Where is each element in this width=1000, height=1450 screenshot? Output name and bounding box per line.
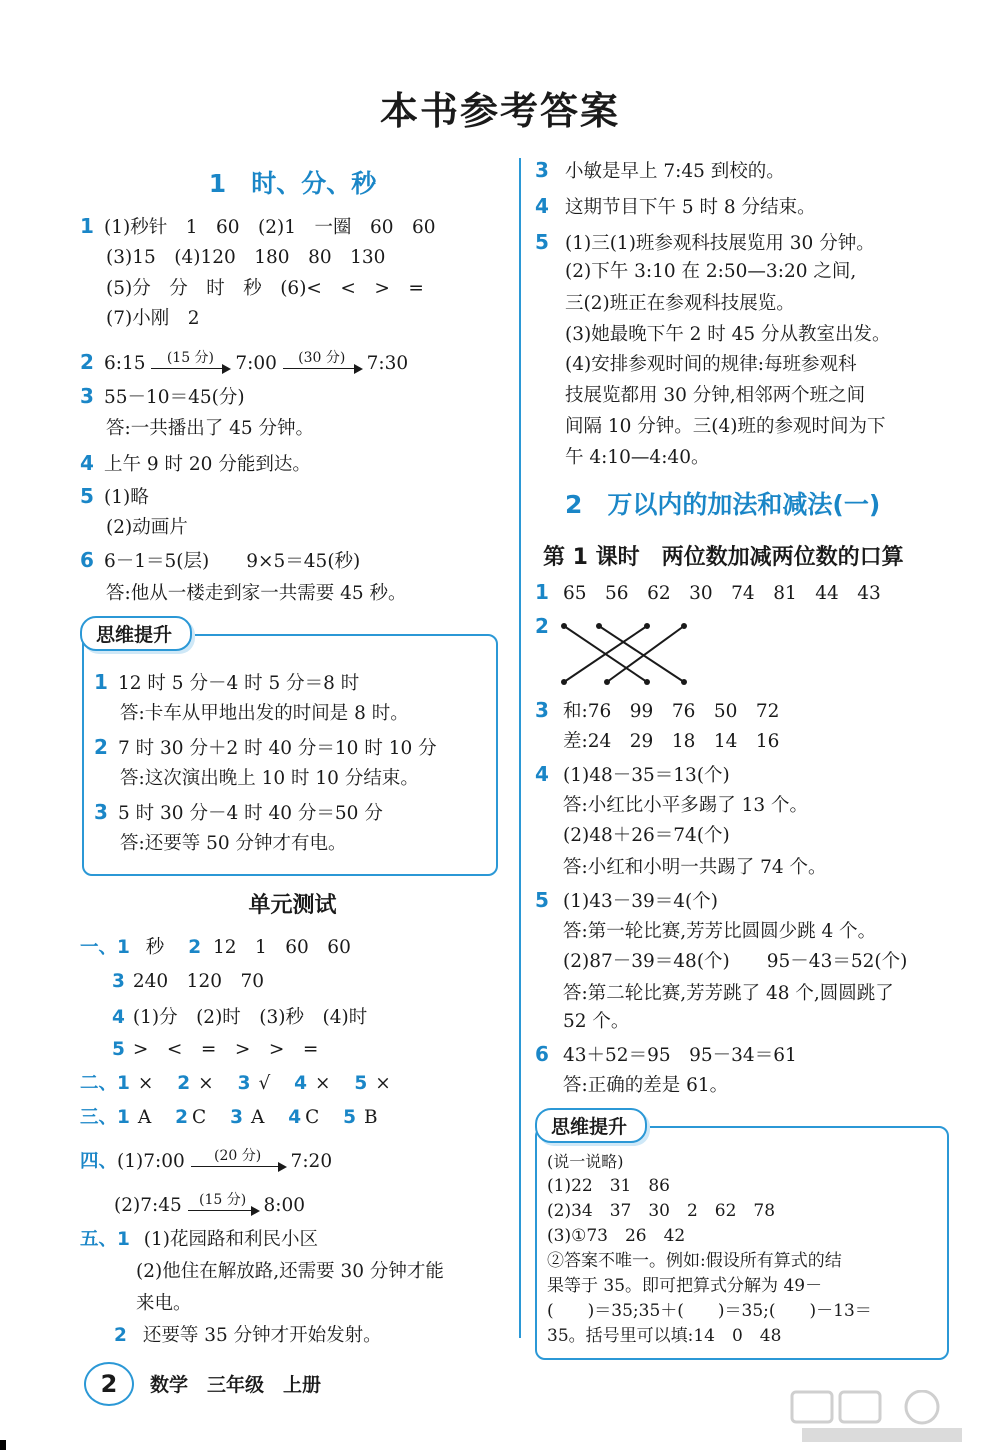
answer-r5-line4: (3)她最晚下午 2 时 45 分从教室出发。 [565, 324, 891, 345]
answer-r5-line3: 三(2)班正在参观科技展览。 [565, 293, 795, 314]
answer-r5-line6: 技展览都用 30 分钟,相邻两个班之间 [565, 385, 866, 406]
watermark-logo [782, 1390, 982, 1446]
answer-r-1: 1 65 56 62 30 74 81 44 43 [535, 580, 881, 604]
test-part-5-2: 2 还要等 35 分钟才开始发射。 [114, 1325, 382, 1346]
answer-r5-line8: 午 4:10—4:40。 [565, 447, 710, 468]
answer-r-5-line3: (2)87－39＝48(个) 95－43＝52(个) [563, 951, 908, 972]
thinking-r-line1: (说一说略) [547, 1152, 624, 1171]
match-dot [604, 679, 610, 685]
right-column [535, 150, 965, 1360]
arrow-15min: (15 分) [151, 360, 229, 369]
answer-r-4-line3: (2)48＋26＝74(个) [563, 825, 730, 846]
test-part-4a: 四、(1)7:00 (20 分) 7:20 [80, 1147, 333, 1172]
match-dot [561, 679, 567, 685]
test-part-1: 一、1 秒 2 12 1 60 60 [80, 937, 351, 958]
answer-r-4-line2: 答:小红比小平多踢了 13 个。 [563, 795, 809, 816]
thinking-answer-2-line2: 答:这次演出晚上 10 时 10 分结束。 [120, 768, 419, 789]
match-dot [644, 679, 650, 685]
page-title: 本书参考答案 [379, 89, 620, 133]
thinking-answer-2: 2 7 时 30 分＋2 时 40 分＝10 时 10 分 [94, 735, 437, 759]
answer-5-line2: (2)动画片 [106, 517, 188, 538]
thinking-answer-1: 1 12 时 5 分－4 时 5 分＝8 时 [94, 670, 360, 694]
answer-4: 4 上午 9 时 20 分能到达。 [80, 451, 311, 475]
corner-mark [0, 1440, 6, 1450]
test-part-5-line2: (2)他住在解放路,还需要 30 分钟才能 [136, 1261, 444, 1282]
page-number: 2 [84, 1362, 134, 1406]
answer-r3: 3 小敏是早上 7:45 到校的。 [535, 158, 785, 182]
answer-r-3-line2: 差:24 29 18 14 16 [563, 731, 780, 752]
match-dot [596, 623, 602, 629]
answer-r4: 4 这期节目下午 5 时 8 分结束。 [535, 194, 816, 218]
answer-r5: 5 (1)三(1)班参观科技展览用 30 分钟。 [535, 230, 875, 254]
answer-r5-line7: 间隔 10 分钟。三(4)班的参观时间为下 [565, 416, 886, 437]
unit-test-title: 单元测试 [248, 893, 337, 918]
answer-6-line2: 答:他从一楼走到家一共需要 45 秒。 [106, 583, 407, 604]
thinking-r-line5: ②答案不唯一。例如:假设所有算式的结 [547, 1251, 842, 1271]
arrow-30min: (30 分) [283, 360, 361, 369]
match-dot [644, 623, 650, 629]
answer-r-5: 5 (1)43－39＝4(个) [535, 888, 718, 912]
test-part-3: 三、1 A 2 C 3 A 4 C 5 B [80, 1107, 378, 1128]
answer-r5-line2: (2)下午 3:10 在 2:50—3:20 之间, [565, 261, 857, 282]
matching-lines-diagram [559, 620, 699, 690]
thinking-box-label: 思维提升 [80, 616, 192, 651]
match-dot [681, 679, 687, 685]
answer-r-5-line4: 答:第二轮比赛,芳芳跳了 48 个,圆圆跳了 [563, 983, 894, 1004]
answer-r-6-line2: 答:正确的差是 61。 [563, 1075, 729, 1096]
test-part-1-5: 5 > < = > > = [112, 1039, 319, 1060]
thinking-r-line2: (1)22 31 86 [547, 1176, 670, 1196]
section-title-2: 2 万以内的加法和减法(一) [565, 490, 881, 519]
thinking-r-line4: (3)①73 26 42 [547, 1226, 686, 1246]
footer-book-info: 数学 三年级 上册 [150, 1374, 322, 1396]
thinking-box-right-label: 思维提升 [535, 1108, 647, 1143]
answer-1-line3: (5)分 分 时 秒 (6)< < > = [106, 278, 424, 299]
test-part-1-3: 3 240 120 70 [112, 971, 265, 992]
column-divider [519, 158, 521, 1338]
answer-r-5-line2: 答:第一轮比赛,芳芳比圆圆少跳 4 个。 [563, 921, 877, 942]
thinking-r-line8: 35。括号里可以填:14 0 48 [547, 1326, 782, 1346]
answer-6: 6 6－1＝5(层) 9×5＝45(秒) [80, 548, 361, 572]
section-title-1: 1 时、分、秒 [208, 169, 377, 198]
answer-r-4: 4 (1)48－35＝13(个) [535, 762, 730, 786]
thinking-answer-3-line2: 答:还要等 50 分钟才有电。 [120, 833, 347, 854]
match-dot [561, 623, 567, 629]
match-dot [681, 623, 687, 629]
thinking-r-line3: (2)34 37 30 2 62 78 [547, 1201, 776, 1221]
answer-1-line4: (7)小刚 2 [106, 308, 200, 329]
test-part-1-4: 4 (1)分 (2)时 (3)秒 (4)时 [112, 1007, 368, 1028]
thinking-r-line6: 果等于 35。即可把算式分解为 49－ [547, 1276, 823, 1296]
answer-5: 5 (1)略 [80, 484, 149, 508]
answer-3: 3 55－10＝45(分) [80, 384, 245, 408]
left-column [80, 150, 505, 1360]
test-part-4b: (2)7:45 (15 分) 8:00 [114, 1191, 306, 1216]
answer-r-5-line5: 52 个。 [563, 1011, 630, 1032]
answer-r-3: 3 和:76 99 76 50 72 [535, 698, 780, 722]
thinking-answer-1-line2: 答:卡车从甲地出发的时间是 8 时。 [120, 703, 409, 724]
test-part-5: 五、1 (1)花园路和利民小区 [80, 1229, 318, 1250]
lesson-title: 第 1 课时 两位数加减两位数的口算 [543, 545, 904, 570]
answer-1: 1 (1)秒针 1 60 (2)1 一圈 60 60 [80, 214, 436, 238]
thinking-r-line7: ( )＝35;35＋( )＝35;( )－13＝ [547, 1301, 872, 1321]
answer-1-line2: (3)15 (4)120 180 80 130 [106, 247, 386, 268]
test-part-2: 二、1 × 2 × 3 √ 4 × 5 × [80, 1073, 391, 1094]
arrow-15min-b: (15 分) [188, 1202, 258, 1211]
thinking-answer-3: 3 5 时 30 分－4 时 40 分＝50 分 [94, 800, 383, 824]
arrow-20min: (20 分) [191, 1158, 285, 1167]
answer-r-2: 2 [535, 614, 549, 638]
answer-r5-line5: (4)安排参观时间的规律:每班参观科 [565, 354, 857, 375]
answer-r-6: 6 43＋52＝95 95－34＝61 [535, 1042, 797, 1066]
answer-3-line2: 答:一共播出了 45 分钟。 [106, 418, 315, 439]
answer-r-4-line4: 答:小红和小明一共踢了 74 个。 [563, 857, 827, 878]
test-part-5-line3: 来电。 [136, 1293, 192, 1314]
answer-2: 2 6:15 (15 分) 7:00 (30 分) 7:30 [80, 349, 409, 374]
